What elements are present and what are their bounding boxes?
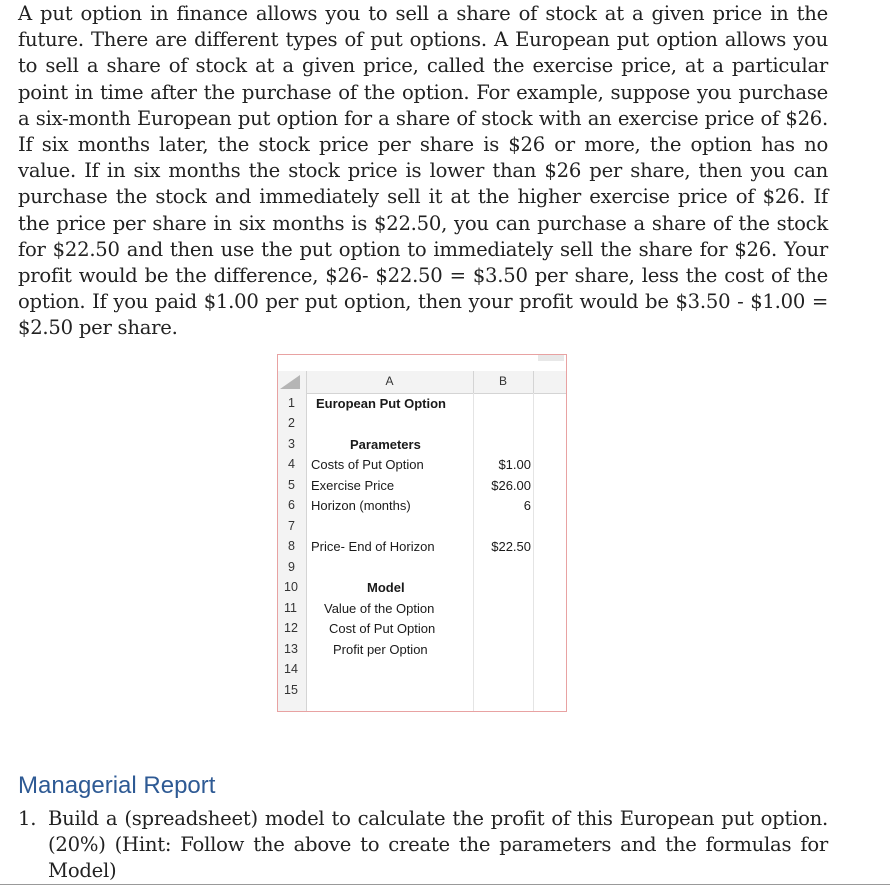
col-divider [533,371,534,393]
item-number: 1. [18,807,37,830]
row-number: 10 [284,580,298,594]
row-number: 6 [288,498,295,512]
row-number: 8 [288,539,295,553]
cost-put-label: Cost of Put Option [329,621,436,636]
parameters-header: Parameters [350,437,421,452]
row-number: 4 [288,457,295,471]
profit-label: Profit per Option [333,642,428,657]
row-number: 9 [288,560,295,574]
grid-line [533,393,534,711]
report-title: Managerial Report [18,772,216,799]
horizon-label: Horizon (months) [311,498,411,513]
row-number: 12 [284,621,298,635]
row-number: 15 [284,683,298,697]
bottom-divider [0,884,890,885]
column-header-a: A [385,374,394,388]
report-list [18,806,828,884]
spreadsheet-screenshot [277,354,567,712]
column-header-b: B [498,374,507,388]
row-number: 1 [288,396,295,410]
exercise-label: Exercise Price [311,478,395,493]
row-number: 3 [288,437,295,451]
row-number: 5 [288,478,295,492]
end-price-label: Price- End of Horizon [311,539,435,554]
end-price-value: $22.50 [491,539,531,554]
model-header: Model [367,580,405,595]
cost-label: Costs of Put Option [311,457,424,472]
horizon-value: 6 [523,498,531,513]
cost-value: $1.00 [498,457,531,472]
exercise-value: $26.00 [491,478,531,493]
row-number: 14 [284,662,298,676]
item-text: Build a (spreadsheet) model to calculate the profit of this European put option. (20%) (Hint: Follow the above to create the parameters and the formulas for Model) [48,807,828,882]
row-number: 13 [284,642,298,656]
row-number: 7 [288,519,295,533]
row-number: 2 [288,416,295,430]
intro-paragraph: A put option in finance allows you to sell a share of stock at a given price in the future. There are different types of put options. A European put option allows you to sell a share of stock at a given price, called the exercise price, at a particular point in time after the purchase of the option. For example, suppose you purchase a six-month European put option for a share of stock with an exercise price of $26. If six months later, the stock price per share is $26 or more, the option has no value. If in six months the stock price is lower than $26 per share, then you can purchase the stock and immediately sell it at the higher exercise price of $26. If the price per share in six months is $22.50, you can purchase a share of the stock for $22.50 and then use the put option to immediately sell the share for $26. Your profit would be the difference, $26- $22.50 = $3.50 per share, less the cost of the option. If you paid $1.00 per put option, then your profit would be $3.50 - $1.00 = $2.50 per share. [18,2,828,340]
row-number: 11 [284,601,297,615]
value-label: Value of the Option [324,601,435,616]
select-all-corner [280,375,300,389]
sheet-title: European Put Option [316,396,446,411]
sheet-scroll-stub [538,355,564,361]
